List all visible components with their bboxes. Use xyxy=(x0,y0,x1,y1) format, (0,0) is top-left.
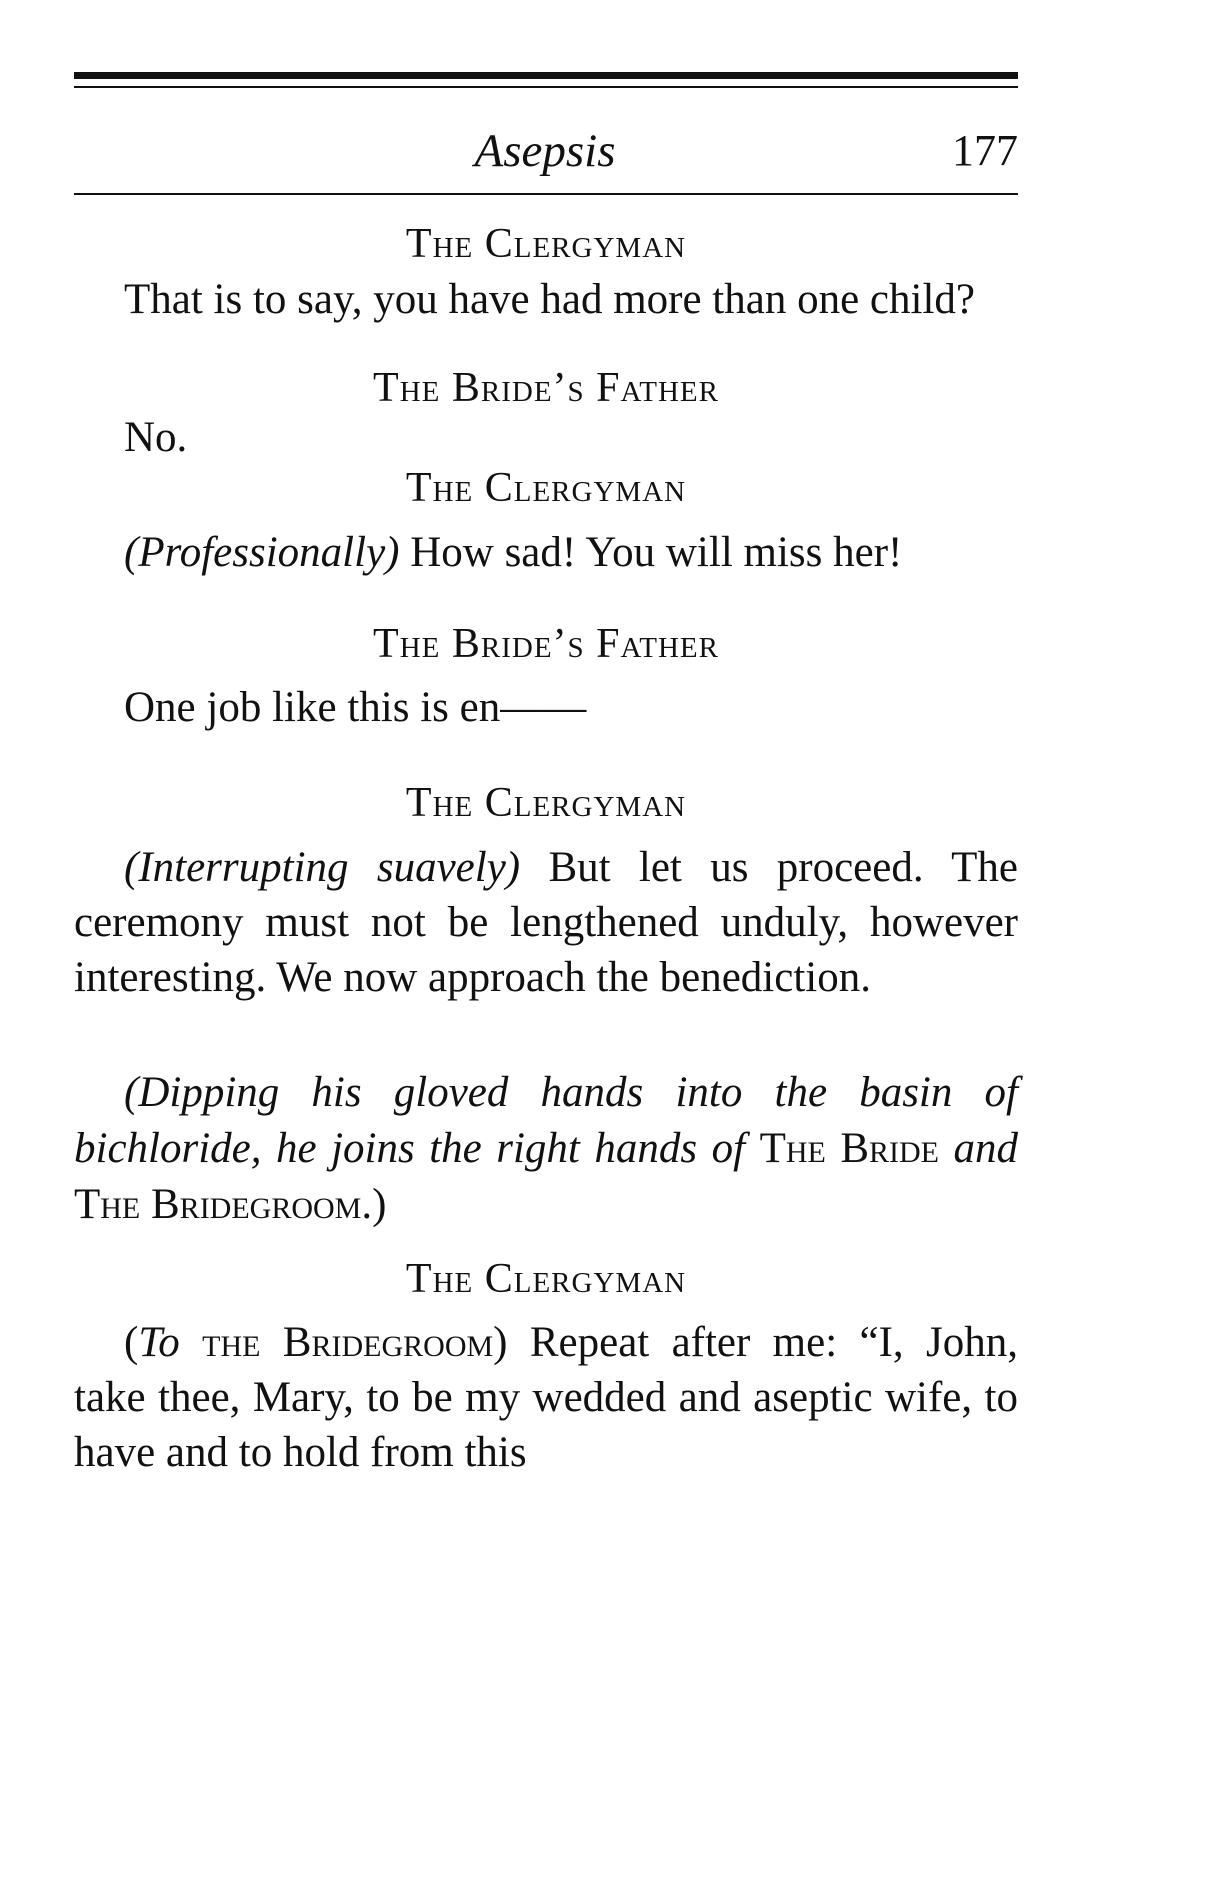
dialogue-paragraph xyxy=(74,272,1018,327)
speaker-heading: The Bride’s Father xyxy=(373,365,719,411)
page-number: 177 xyxy=(952,126,1018,175)
character-name: the Bridegroom xyxy=(179,1319,494,1366)
stage-note-open: ( xyxy=(124,1319,139,1366)
stage-direction-text: (Dipping his gloved hands into the basin of bichloride, he joins the right hands of xyxy=(74,1069,1018,1172)
dialogue-text: But let us proceed. The ceremony must not be lengthened unduly, however interesting. We now approach the benediction. xyxy=(74,844,1018,1001)
header-rule-thick xyxy=(74,72,1018,79)
dialogue-text: How sad! You will miss her! xyxy=(399,529,903,576)
speaker-heading: The Clergyman xyxy=(405,221,687,267)
stage-direction-paragraph xyxy=(74,1065,1018,1233)
stage-note: (Professionally) xyxy=(124,529,400,576)
stage-note: (Interrupting suavely) xyxy=(124,844,521,891)
character-name: The Bridegroom. xyxy=(74,1181,373,1228)
running-title: Asepsis xyxy=(474,125,616,177)
dialogue-paragraph xyxy=(74,410,1018,465)
speaker-heading: The Clergyman xyxy=(405,1256,687,1302)
dialogue-paragraph xyxy=(74,680,1018,735)
dialogue-paragraph xyxy=(74,1315,1018,1480)
dialogue-text: No. xyxy=(124,414,188,461)
dialogue-paragraph xyxy=(74,840,1018,1005)
header-rule-bottom xyxy=(74,193,1018,195)
dialogue-paragraph xyxy=(74,525,1018,580)
stage-note-close: ) xyxy=(493,1319,508,1366)
speaker-heading: The Clergyman xyxy=(405,780,687,826)
dialogue-text: That is to say, you have had more than one child? xyxy=(124,276,975,323)
header-rule-thin xyxy=(74,86,1018,88)
speaker-heading: The Clergyman xyxy=(405,465,687,511)
speaker-heading: The Bride’s Father xyxy=(373,621,719,667)
dialogue-text: Repeat after me: “I, John, take thee, Mary, to be my wedded and aseptic wife, to have and to hold from this xyxy=(74,1319,1018,1476)
stage-note: To xyxy=(138,1319,180,1366)
stage-direction-text: ) xyxy=(372,1181,387,1228)
stage-direction-text: and xyxy=(939,1125,1018,1172)
character-name: The Bride xyxy=(759,1125,939,1172)
dialogue-text: One job like this is en—— xyxy=(124,684,587,731)
